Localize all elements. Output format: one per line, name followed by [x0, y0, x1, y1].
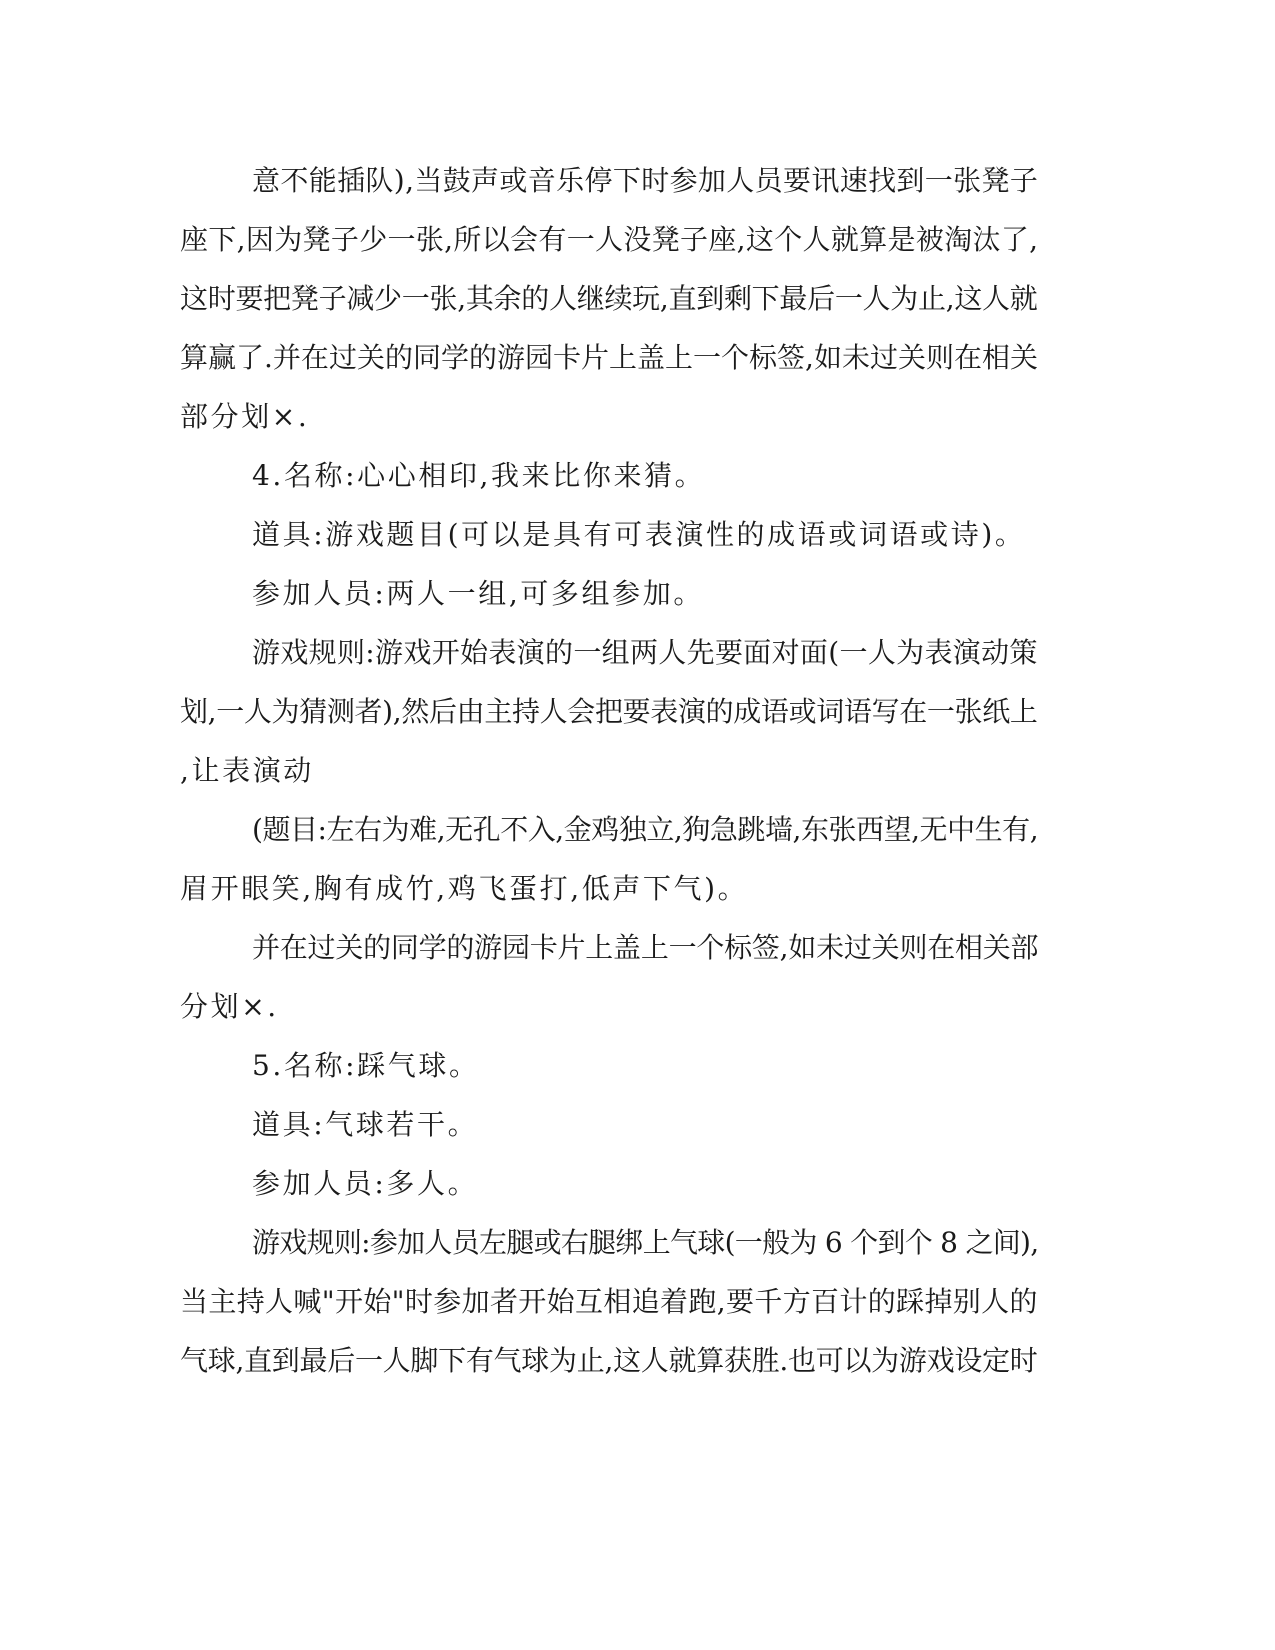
text-line: 游戏规则:游戏开始表演的一组两人先要面对面(一人为表演动策 — [252, 636, 1038, 669]
text-line: 分划×. — [180, 990, 279, 1023]
text-line: 当主持人喊"开始"时参加者开始互相追着跑,要千方百计的踩掉别人的 — [180, 1285, 1038, 1318]
text-line: 意不能插队),当鼓声或音乐停下时参加人员要讯速找到一张凳子 — [252, 164, 1039, 197]
text-line: 划,一人为猜测者),然后由主持人会把要表演的成语或词语写在一张纸上 — [180, 695, 1038, 728]
text-line: (题目:左右为难,无孔不入,金鸡独立,狗急跳墙,东张西望,无中生有, — [252, 813, 1039, 846]
text-line: 这时要把凳子减少一张,其余的人继续玩,直到剩下最后一人为止,这人就 — [180, 282, 1038, 315]
text-line: 参加人员:多人。 — [252, 1167, 479, 1200]
text-line: 眉开眼笑,胸有成竹,鸡飞蛋打,低声下气)。 — [180, 872, 749, 905]
text-line: 部分划×. — [180, 400, 310, 433]
text-line: 5.名称:踩气球。 — [252, 1049, 480, 1082]
text-line: 4.名称:心心相印,我来比你来猜。 — [252, 459, 706, 492]
text-line: 气球,直到最后一人脚下有气球为止,这人就算获胜.也可以为游戏设定时 — [180, 1344, 1038, 1377]
text-line: 算赢了.并在过关的同学的游园卡片上盖上一个标签,如未过关则在相关 — [180, 341, 1039, 374]
text-line: ,让表演动 — [180, 754, 314, 787]
text-line: 游戏规则:参加人员左腿或右腿绑上气球(一般为 6 个到个 8 之间), — [252, 1226, 1039, 1259]
text-line: 道具:游戏题目(可以是具有可表演性的成语或词语或诗)。 — [252, 518, 1026, 551]
text-line: 道具:气球若干。 — [252, 1108, 479, 1141]
text-line: 并在过关的同学的游园卡片上盖上一个标签,如未过关则在相关部 — [252, 931, 1039, 964]
text-line: 参加人员:两人一组,可多组参加。 — [252, 577, 704, 610]
text-line: 座下,因为凳子少一张,所以会有一人没凳子座,这个人就算是被淘汰了, — [180, 223, 1039, 256]
